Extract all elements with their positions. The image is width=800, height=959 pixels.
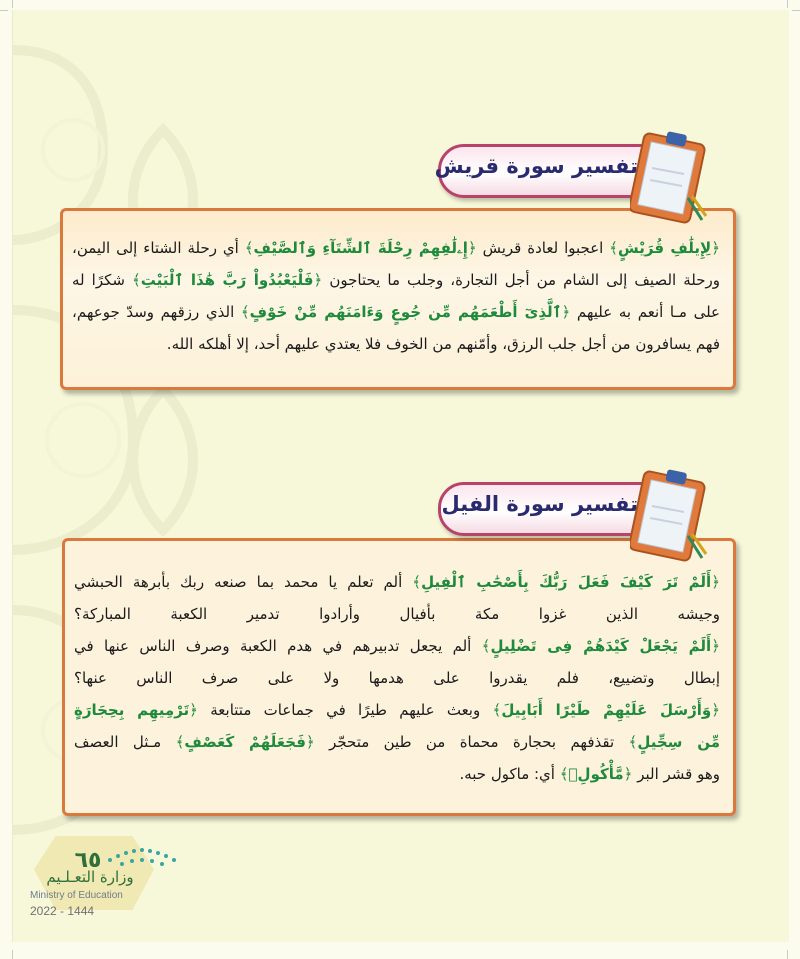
text-line	[74, 662, 720, 694]
text-line	[74, 566, 720, 598]
verse-bracket: ﴿	[711, 637, 720, 655]
fil-title: تفسير سورة الفيل	[441, 492, 638, 516]
verse-bracket: ﴿	[189, 701, 198, 719]
tafsir-text: وهو قشر البر	[632, 765, 720, 783]
crop-mark	[792, 10, 800, 11]
verse-bracket: ﴾	[481, 637, 491, 655]
tafsir-text: الذي رزقهم وسدّ جوعهم،	[72, 303, 241, 321]
tafsir-text: مـثل العصف	[74, 733, 176, 751]
edition-year: 2022 - 1444	[30, 904, 95, 918]
ministry-name-english: Ministry of Education	[30, 890, 123, 901]
text-line	[74, 694, 720, 726]
quran-verse: ٱلَّذِىٓ أَطْعَمَهُم مِّن جُوعٍ وَءَامَنَهُم مِّنْ خَوْفٍ	[249, 303, 562, 321]
crop-mark	[787, 0, 788, 8]
tafsir-text: ورحلة الصيف إلى الشام من أجل التجارة، وجلب ما يحتاجون	[322, 271, 720, 289]
quran-verse: مَّأْكُولِۭ	[568, 765, 624, 783]
verse-bracket: ﴾	[412, 573, 422, 591]
verse-bracket: ﴿	[711, 239, 720, 257]
page-number: ٦٥	[74, 848, 102, 873]
crop-mark	[787, 950, 788, 959]
quran-verse: فَجَعَلَهُمْ كَعَصْفٍ	[184, 733, 306, 751]
clipboard-icon	[630, 128, 710, 224]
tafsir-text: ألم تعلم يا محمد بما صنعه ربك بأبرهة الحبشي	[74, 573, 413, 591]
tafsir-text: أي رحلة الشتاء إلى اليمن،	[72, 239, 245, 257]
verse-bracket: ﴿	[313, 271, 323, 289]
verse-bracket: ﴾	[240, 303, 250, 321]
tafsir-text: وبعث عليهم طيرًا في جماعات متتابعة	[197, 701, 493, 719]
quran-verse: أَلَمْ تَرَ كَيْفَ فَعَلَ رَبُّكَ بِأَصْحَٰبِ ٱلْفِيلِ	[421, 573, 712, 591]
tafsir-text: فهم يسافرون من أجل جلب الرزق، وأمّنهم من الخوف فلا يعتدي عليهم أحد، إلا أهلكه الله.	[166, 335, 720, 353]
verse-bracket: ﴿	[711, 573, 720, 591]
tafsir-text: أي: ماكول حبه.	[459, 765, 560, 783]
text-line	[72, 232, 720, 264]
verse-bracket: ﴿	[623, 765, 633, 783]
text-line	[74, 726, 720, 758]
crop-mark	[0, 10, 8, 11]
clipboard-icon	[630, 466, 710, 562]
tafsir-text: تقذفهم بحجارة محماة من طين متحجّر	[314, 733, 629, 751]
quran-verse: مِّن سِجِّيلٍ	[637, 733, 720, 751]
ministry-name-arabic: وزارة التعـلـيم	[46, 868, 134, 886]
text-line	[74, 758, 720, 790]
verse-bracket: ﴿	[711, 701, 720, 719]
crop-mark	[12, 950, 13, 959]
text-line	[74, 598, 720, 630]
verse-bracket: ﴾	[175, 733, 185, 751]
verse-bracket: ﴿	[561, 303, 571, 321]
quran-verse: أَلَمْ يَجْعَلْ كَيْدَهُمْ فِى تَضْلِيلٍ	[490, 637, 712, 655]
verse-bracket: ﴾	[559, 765, 569, 783]
verse-bracket: ﴾	[609, 239, 619, 257]
verse-bracket: ﴿	[305, 733, 315, 751]
verse-bracket: ﴾	[244, 239, 254, 257]
quraish-title: تفسير سورة قريش	[434, 154, 638, 178]
tafsir-text: ألم يجعل تدبيرهم في هدم الكعبة وصرف الناس عنها في	[74, 637, 482, 655]
verse-bracket: ﴿	[467, 239, 477, 257]
quraish-text	[72, 232, 720, 360]
verse-bracket: ﴾	[131, 271, 141, 289]
verse-bracket: ﴾	[492, 701, 502, 719]
quran-verse: وَأَرْسَلَ عَلَيْهِمْ طَيْرًا أَبَابِيلَ	[501, 701, 712, 719]
quran-verse: إِۦلَٰفِهِمْ رِحْلَةَ ٱلشِّتَآءِ وَٱلصَّيْفِ	[253, 239, 468, 257]
text-line	[74, 630, 720, 662]
text-line	[72, 264, 720, 296]
text-line	[72, 328, 720, 360]
tafsir-text: على مـا أنعم به عليهم	[570, 303, 720, 321]
fil-text	[74, 566, 720, 790]
crop-mark	[12, 0, 13, 8]
tafsir-text: إبطال وتضييع، فلم يقدروا على هدمها ولا على صرف الناس عنها؟	[74, 669, 720, 687]
tafsir-text: وجيشه الذين غزوا مكة بأفيال وأرادوا تدمير الكعبة المباركة؟	[74, 605, 720, 623]
text-line	[72, 296, 720, 328]
quran-verse: لِإِيلَٰفِ قُرَيْشٍ	[618, 239, 712, 257]
tafsir-text: اعجبوا لعادة قريش	[476, 239, 610, 257]
quran-verse: تَرْمِيهِم بِحِجَارَةٍ	[74, 701, 190, 719]
verse-bracket: ﴾	[628, 733, 638, 751]
tafsir-text: شكرًا له	[72, 271, 132, 289]
quran-verse: فَلْيَعْبُدُواْ رَبَّ هَٰذَا ٱلْبَيْتِ	[140, 271, 314, 289]
